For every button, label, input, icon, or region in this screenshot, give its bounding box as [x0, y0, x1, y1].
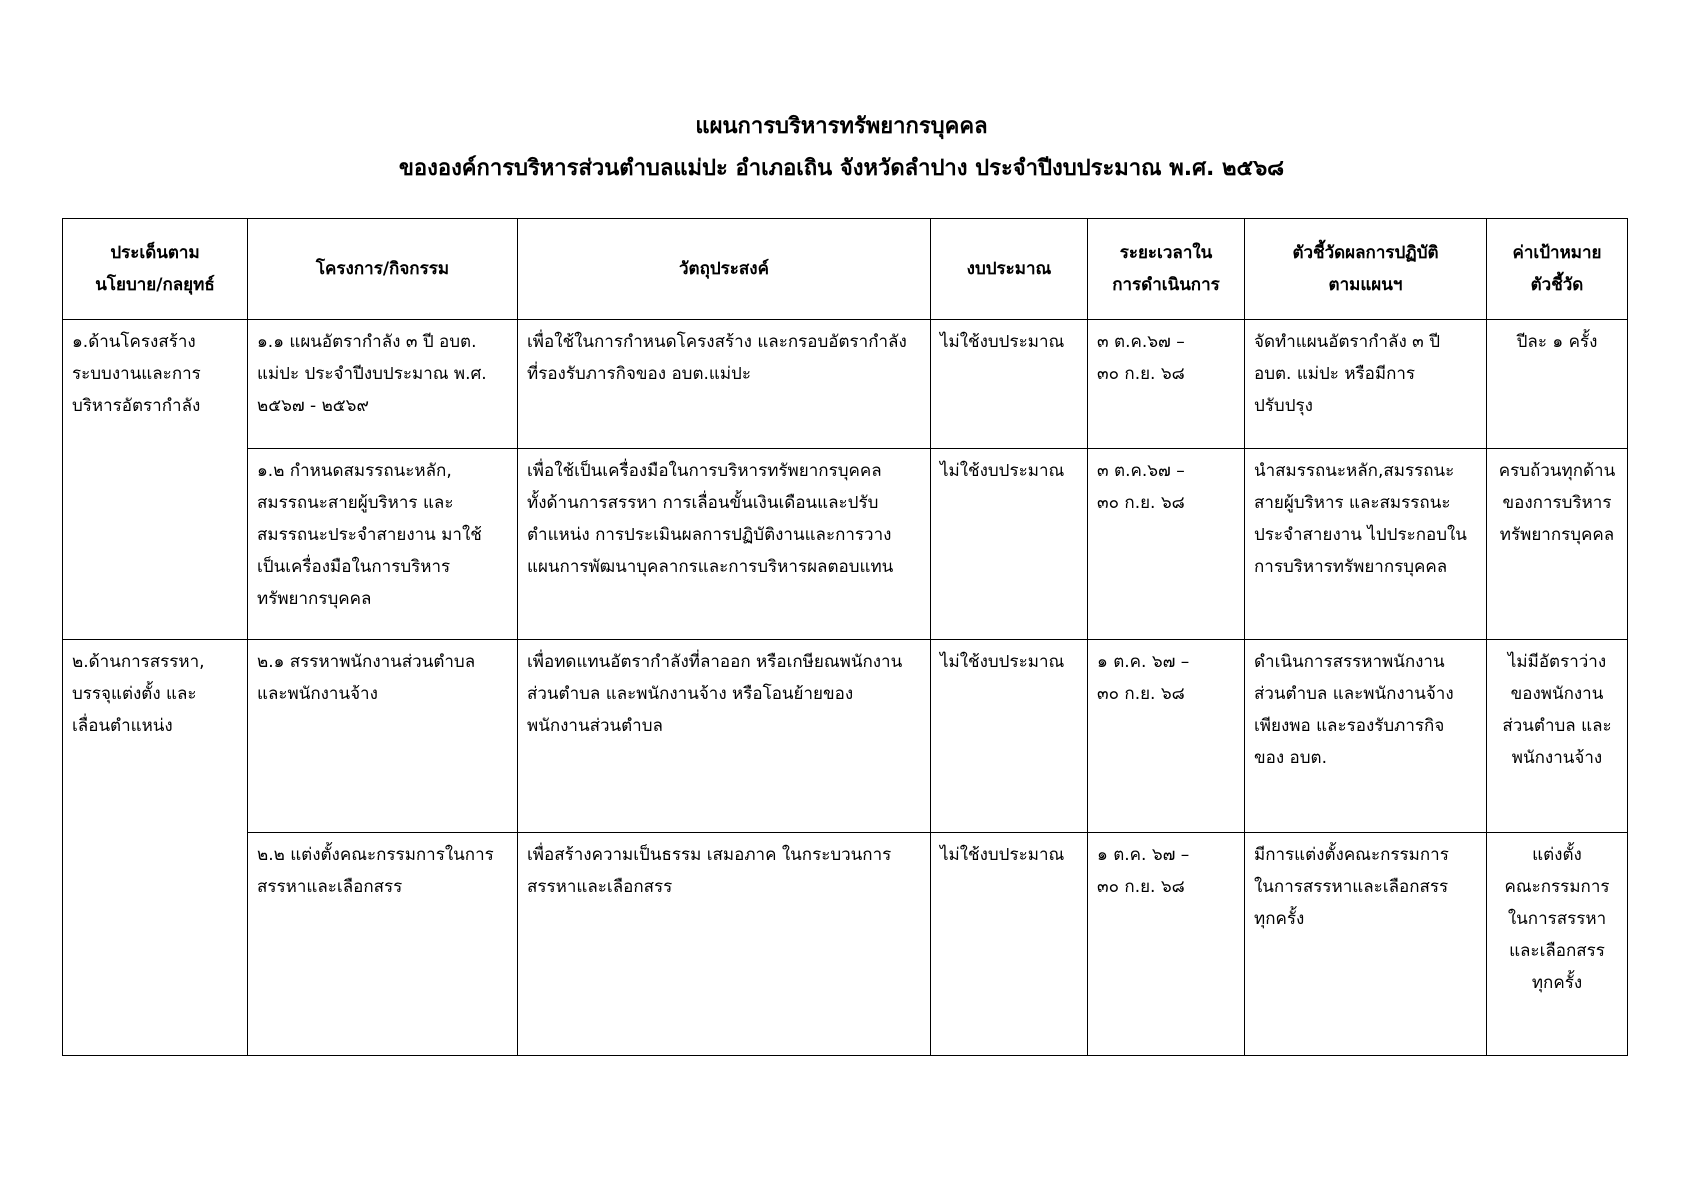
target-cell: ครบถ้วนทุกด้าน ของการบริหาร ทรัพยากรบุคคล	[1487, 449, 1628, 640]
table-row	[63, 833, 1628, 1056]
indicator-cell: ดำเนินการสรรหาพนักงาน ส่วนตำบล และพนักงานจ้าง เพียงพอ และรองรับภารกิจ ของ อบต.	[1245, 640, 1487, 833]
header-budget: งบประมาณ	[931, 219, 1088, 320]
table-row	[63, 449, 1628, 640]
project-cell: ๑.๒ กำหนดสมรรถนะหลัก, สมรรถนะสายผู้บริหาร และ สมรรถนะประจำสายงาน มาใช้ เป็นเครื่องมือในการบริหาร ทรัพยากรบุคคล	[248, 449, 518, 640]
indicator-cell: จัดทำแผนอัตรากำลัง ๓ ปี อบต. แม่ปะ หรือมีการ ปรับปรุง	[1245, 320, 1487, 449]
period-cell: ๓ ต.ค.๖๗ – ๓๐ ก.ย. ๖๘	[1088, 320, 1245, 449]
header-objective: วัตถุประสงค์	[518, 219, 931, 320]
objective-cell: เพื่อใช้เป็นเครื่องมือในการบริหารทรัพยากรบุคคล ทั้งด้านการสรรหา การเลื่อนขั้นเงินเดือนและปรับ ตำแหน่ง การประเมินผลการปฏิบัติงานและการวาง แผนการพัฒนาบุคลากรและการบริหารผลตอบแทน	[518, 449, 931, 640]
document-title: แผนการบริหารทรัพยากรบุคคล	[695, 114, 988, 139]
objective-cell: เพื่อใช้ในการกำหนดโครงสร้าง และกรอบอัตรากำลัง ที่รองรับภารกิจของ อบต.แม่ปะ	[518, 320, 931, 449]
issue-cell: ๒.ด้านการสรรหา, บรรจุแต่งตั้ง และ เลื่อนตำแหน่ง	[63, 640, 248, 1056]
header-target: ค่าเป้าหมาย ตัวชี้วัด	[1487, 219, 1628, 320]
budget-cell: ไม่ใช้งบประมาณ	[931, 640, 1088, 833]
project-cell: ๒.๑ สรรหาพนักงานส่วนตำบล และพนักงานจ้าง	[248, 640, 518, 833]
issue-cell: ๑.ด้านโครงสร้าง ระบบงานและการ บริหารอัตรากำลัง	[63, 320, 248, 640]
period-cell: ๑ ต.ค. ๖๗ – ๓๐ ก.ย. ๖๘	[1088, 833, 1245, 1056]
header-period: ระยะเวลาใน การดำเนินการ	[1088, 219, 1245, 320]
objective-cell: เพื่อทดแทนอัตรากำลังที่ลาออก หรือเกษียณพนักงาน ส่วนตำบล และพนักงานจ้าง หรือโอนย้ายของ พนักงานส่วนตำบล	[518, 640, 931, 833]
header-indicator: ตัวชี้วัดผลการปฏิบัติ ตามแผนฯ	[1245, 219, 1487, 320]
budget-cell: ไม่ใช้งบประมาณ	[931, 833, 1088, 1056]
table-row	[63, 640, 1628, 833]
target-cell: ไม่มีอัตราว่าง ของพนักงาน ส่วนตำบล และ พนักงานจ้าง	[1487, 640, 1628, 833]
header-issue: ประเด็นตาม นโยบาย/กลยุทธ์	[63, 219, 248, 320]
objective-cell: เพื่อสร้างความเป็นธรรม เสมอภาค ในกระบวนการ สรรหาและเลือกสรร	[518, 833, 931, 1056]
document-subtitle: ขององค์การบริหารส่วนตำบลแม่ปะ อำเภอเถิน จังหวัดลำปาง ประจำปีงบประมาณ พ.ศ. ๒๕๖๘	[398, 156, 1285, 181]
table-header-row	[63, 219, 1628, 320]
budget-cell: ไม่ใช้งบประมาณ	[931, 449, 1088, 640]
period-cell: ๑ ต.ค. ๖๗ – ๓๐ ก.ย. ๖๘	[1088, 640, 1245, 833]
header-project: โครงการ/กิจกรรม	[248, 219, 518, 320]
project-cell: ๒.๒ แต่งตั้งคณะกรรมการในการ สรรหาและเลือกสรร	[248, 833, 518, 1056]
target-cell: แต่งตั้ง คณะกรรมการ ในการสรรหา และเลือกสรร ทุกครั้ง	[1487, 833, 1628, 1056]
target-cell: ปีละ ๑ ครั้ง	[1487, 320, 1628, 449]
period-cell: ๓ ต.ค.๖๗ – ๓๐ ก.ย. ๖๘	[1088, 449, 1245, 640]
project-cell: ๑.๑ แผนอัตรากำลัง ๓ ปี อบต. แม่ปะ ประจำปีงบประมาณ พ.ศ. ๒๕๖๗ - ๒๕๖๙	[248, 320, 518, 449]
indicator-cell: มีการแต่งตั้งคณะกรรมการ ในการสรรหาและเลือกสรร ทุกครั้ง	[1245, 833, 1487, 1056]
indicator-cell: นำสมรรถนะหลัก,สมรรถนะ สายผู้บริหาร และสมรรถนะ ประจำสายงาน ไปประกอบใน การบริหารทรัพยากรบุคคล	[1245, 449, 1487, 640]
budget-cell: ไม่ใช้งบประมาณ	[931, 320, 1088, 449]
hr-plan-table	[62, 218, 1628, 1056]
table-row	[63, 320, 1628, 449]
